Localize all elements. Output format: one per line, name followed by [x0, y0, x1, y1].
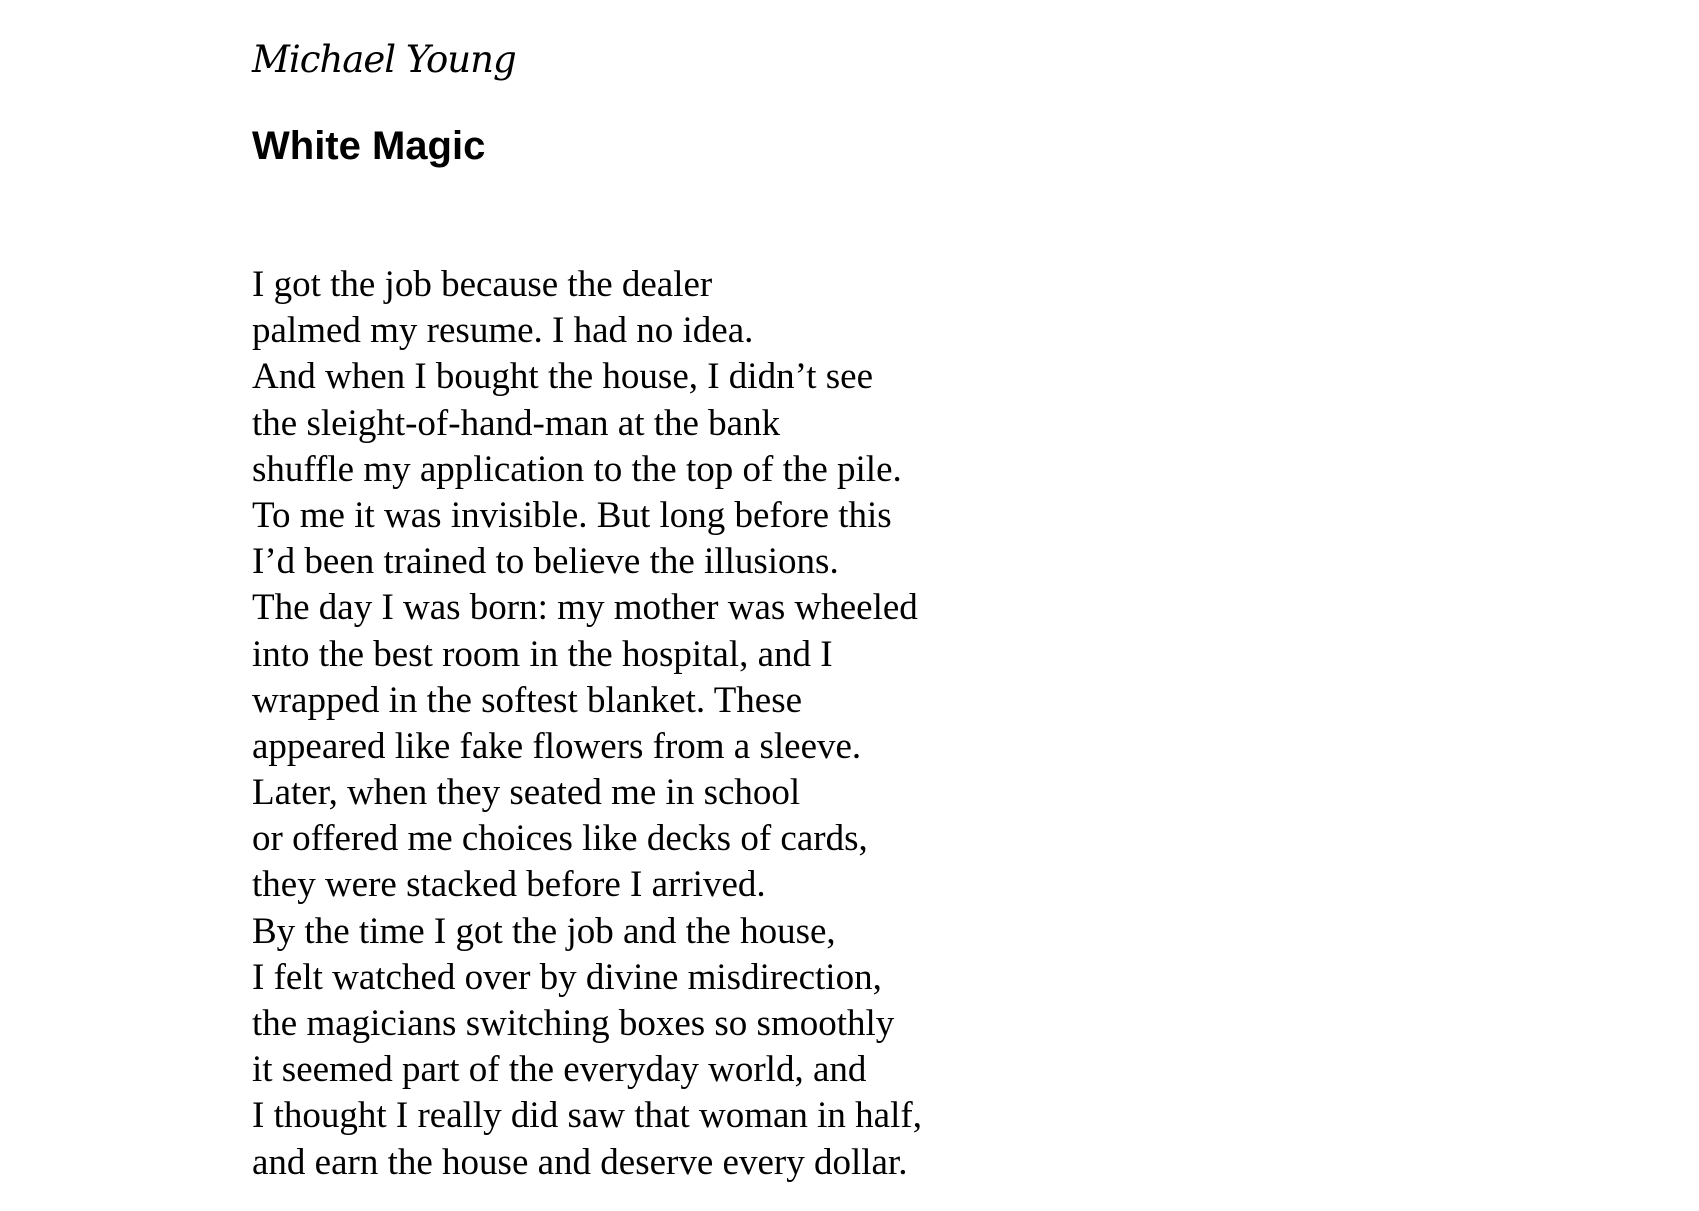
poem-line: and earn the house and deserve every dollar.	[252, 1141, 908, 1183]
poem-line: By the time I got the job and the house,	[252, 910, 836, 952]
poem-line: appeared like fake flowers from a sleeve.	[252, 725, 862, 767]
poem-line: The day I was born: my mother was wheeled	[252, 587, 918, 629]
poem-line: into the best room in the hospital, and I	[252, 633, 833, 675]
poem-line: And when I bought the house, I didn’t see	[252, 356, 874, 398]
poem-line: wrapped in the softest blanket. These	[252, 679, 803, 721]
poem-line: I felt watched over by divine misdirection,	[252, 956, 882, 998]
poem-line: I thought I really did saw that woman in half,	[252, 1095, 922, 1137]
poem-line: To me it was invisible. But long before this	[252, 494, 892, 536]
poem-line: Later, when they seated me in school	[252, 772, 801, 814]
poem-line: the magicians switching boxes so smoothly	[252, 1003, 895, 1044]
poem-line: I got the job because the dealer	[252, 264, 713, 305]
poem-line: shuffle my application to the top of the pile.	[252, 448, 902, 490]
poem-line: the sleight-of-hand-man at the bank	[252, 402, 781, 444]
poem-line: it seemed part of the everyday world, and	[252, 1049, 867, 1091]
poem-title: White Magic	[252, 124, 486, 168]
document-page	[252, 0, 1552, 1211]
poem-line: palmed my resume. I had no idea.	[252, 310, 754, 352]
author-name: Michael Young	[252, 38, 516, 81]
poem-body	[252, 262, 922, 1186]
poem-line: or offered me choices like decks of cards,	[252, 818, 868, 860]
poem-line: I’d been trained to believe the illusions.	[252, 541, 839, 583]
poem-line: they were stacked before I arrived.	[252, 864, 766, 906]
